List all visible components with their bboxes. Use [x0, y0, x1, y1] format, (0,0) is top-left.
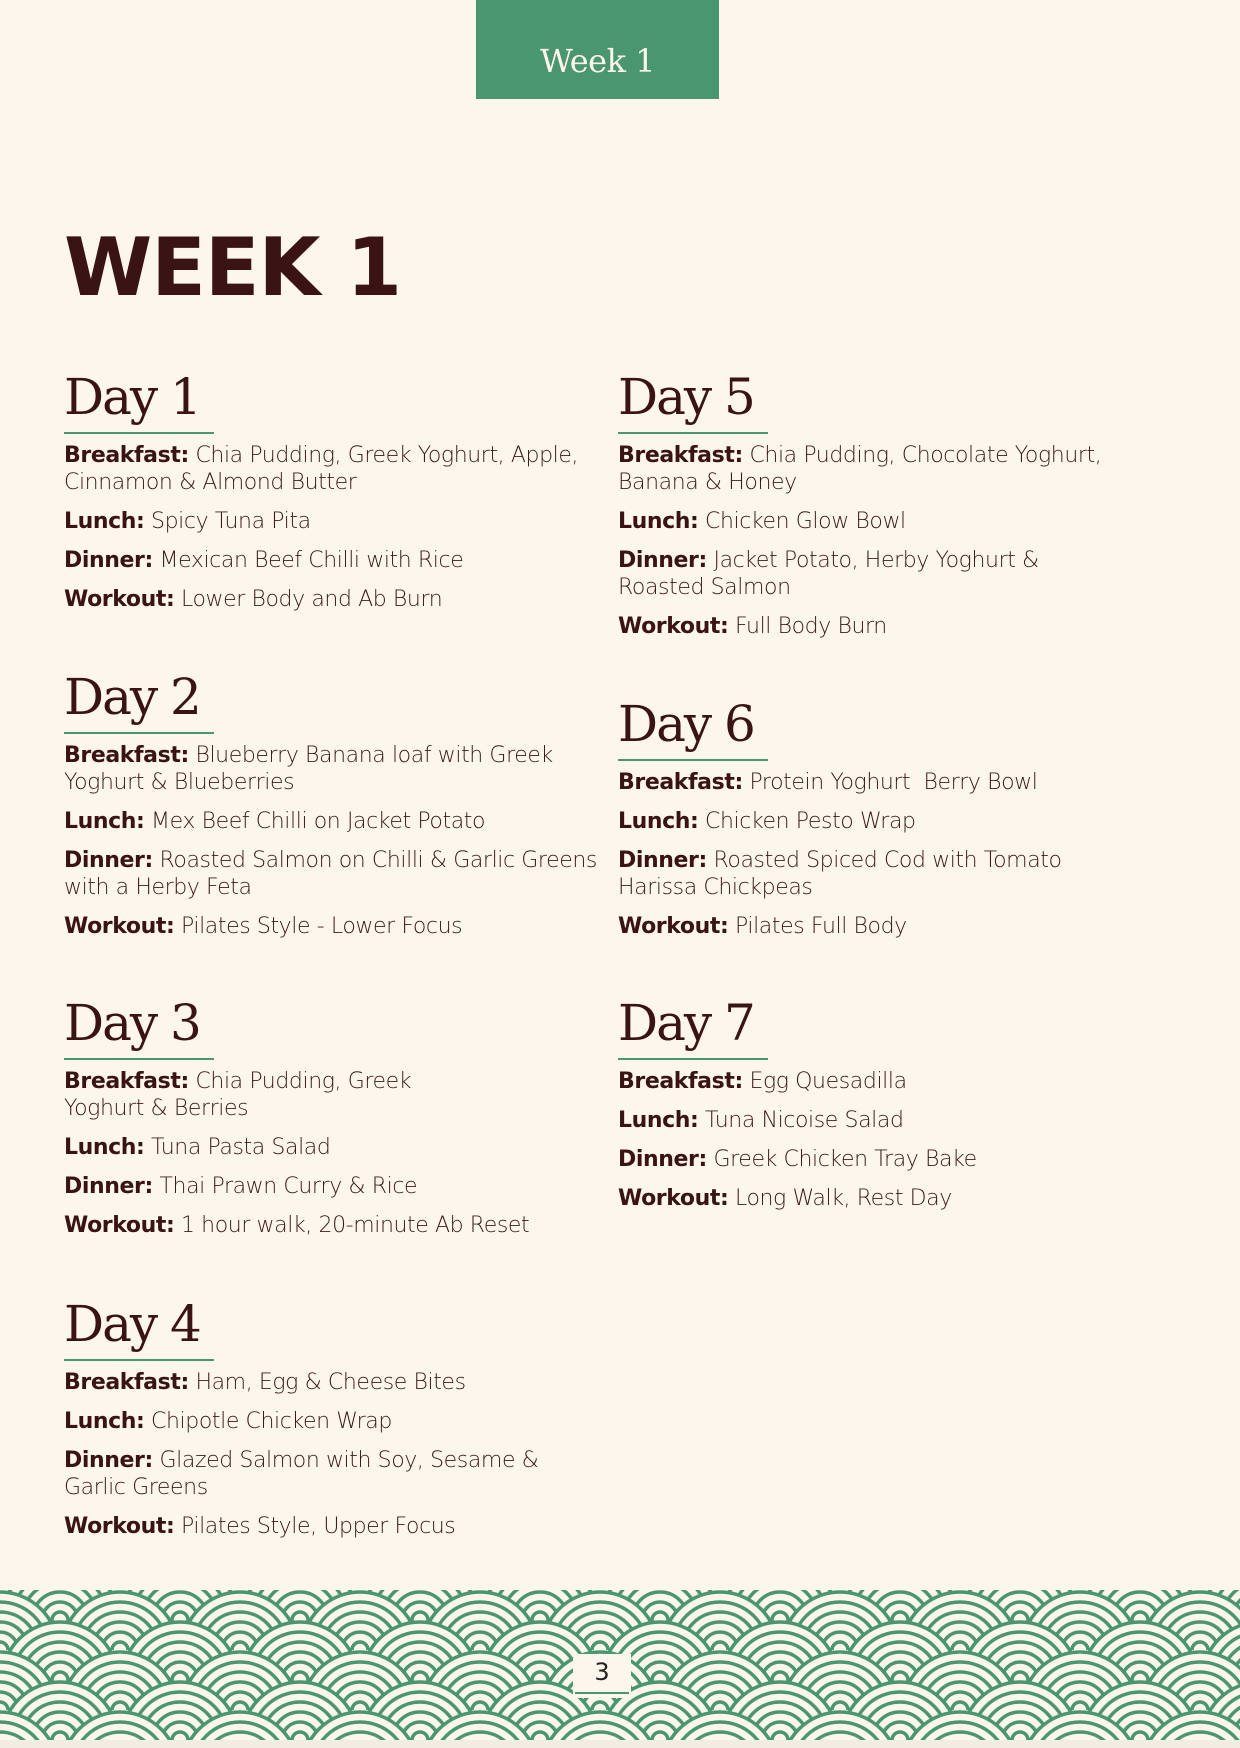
breakfast-value: Chia Pudding, Greek Yoghurt & Berries [64, 1069, 412, 1121]
week-tab-banner [476, 0, 719, 99]
dinner-label: Dinner: [618, 548, 707, 573]
day-title-underline [618, 1058, 768, 1060]
lunch-entry [618, 1107, 1158, 1134]
lunch-label: Lunch: [618, 1108, 699, 1133]
dinner-label: Dinner: [64, 1448, 153, 1473]
workout-entry [64, 1212, 604, 1239]
dinner-label: Dinner: [64, 548, 153, 573]
dinner-entry [618, 1146, 1158, 1173]
breakfast-value: Ham, Egg & Cheese Bites [195, 1370, 466, 1395]
dinner-entry [618, 547, 1088, 601]
page-number-underline [575, 1692, 629, 1694]
day-title-underline [618, 432, 768, 434]
breakfast-entry [64, 442, 604, 496]
dinner-label: Dinner: [618, 848, 707, 873]
lunch-label: Lunch: [618, 809, 699, 834]
lunch-value: Tuna Nicoise Salad [705, 1108, 904, 1133]
lunch-label: Lunch: [618, 509, 699, 534]
workout-entry [64, 1513, 604, 1540]
lunch-entry [64, 1134, 604, 1161]
day-title: Day 1 [64, 368, 200, 426]
day-6-section [618, 695, 1158, 952]
breakfast-label: Breakfast: [64, 743, 189, 768]
breakfast-label: Breakfast: [64, 1370, 189, 1395]
dinner-entry [64, 1447, 604, 1501]
lunch-entry [64, 808, 604, 835]
lunch-label: Lunch: [64, 809, 145, 834]
dinner-value: Glazed Salmon with Soy, Sesame & Garlic Greens [64, 1448, 539, 1500]
day-title-underline [618, 759, 768, 761]
lunch-value: Mex Beef Chilli on Jacket Potato [151, 809, 486, 834]
workout-label: Workout: [618, 914, 729, 939]
lunch-entry [618, 508, 1158, 535]
dinner-value: Roasted Spiced Cod with Tomato Harissa Chickpeas [618, 848, 1062, 900]
lunch-value: Chicken Glow Bowl [705, 509, 906, 534]
breakfast-entry [618, 1068, 1158, 1095]
page-number-container [573, 1654, 631, 1698]
lunch-label: Lunch: [64, 509, 145, 534]
lunch-value: Chicken Pesto Wrap [705, 809, 916, 834]
dinner-label: Dinner: [618, 1147, 707, 1172]
workout-label: Workout: [64, 587, 175, 612]
dinner-entry [64, 547, 604, 574]
lunch-entry [64, 1408, 604, 1435]
page-number: 3 [594, 1658, 610, 1686]
workout-value: Full Body Burn [734, 614, 887, 639]
dinner-value: Mexican Beef Chilli with Rice [159, 548, 464, 573]
page-title: WEEK 1 [64, 221, 402, 314]
dinner-entry [618, 847, 1118, 901]
breakfast-value: Chia Pudding, Chocolate Yoghurt, Banana & Honey [618, 443, 1102, 495]
workout-entry [64, 586, 604, 613]
day-title: Day 6 [618, 695, 754, 753]
breakfast-value: Protein Yoghurt Berry Bowl [749, 770, 1038, 795]
lunch-entry [64, 508, 604, 535]
workout-entry [618, 913, 1158, 940]
lunch-entry [618, 808, 1158, 835]
day-7-section [618, 994, 1158, 1224]
day-title: Day 2 [64, 668, 200, 726]
workout-label: Workout: [64, 914, 175, 939]
breakfast-label: Breakfast: [618, 1069, 743, 1094]
day-5-section [618, 368, 1158, 652]
workout-label: Workout: [64, 1213, 175, 1238]
day-title: Day 5 [618, 368, 754, 426]
lunch-value: Chipotle Chicken Wrap [151, 1409, 392, 1434]
breakfast-entry [64, 1068, 424, 1122]
breakfast-value: Blueberry Banana loaf with Greek Yoghurt & Blueberries [64, 743, 553, 795]
day-title-underline [64, 732, 214, 734]
week-tab-label: Week 1 [539, 42, 656, 80]
lunch-label: Lunch: [64, 1409, 145, 1434]
breakfast-entry [64, 1369, 604, 1396]
day-3-section [64, 994, 604, 1251]
bottom-margin-strip [0, 1740, 1240, 1748]
workout-value: 1 hour walk, 20-minute Ab Reset [180, 1213, 530, 1238]
breakfast-label: Breakfast: [618, 770, 743, 795]
breakfast-value: Egg Quesadilla [749, 1069, 907, 1094]
breakfast-entry [618, 769, 1158, 796]
workout-entry [64, 913, 604, 940]
workout-label: Workout: [64, 1514, 175, 1539]
lunch-value: Tuna Pasta Salad [151, 1135, 331, 1160]
breakfast-label: Breakfast: [64, 1069, 189, 1094]
day-title: Day 3 [64, 994, 200, 1052]
workout-value: Pilates Style, Upper Focus [180, 1514, 456, 1539]
day-title: Day 7 [618, 994, 754, 1052]
breakfast-label: Breakfast: [618, 443, 743, 468]
breakfast-value: Chia Pudding, Greek Yoghurt, Apple, Cinnamon & Almond Butter [64, 443, 579, 495]
lunch-value: Spicy Tuna Pita [151, 509, 311, 534]
workout-label: Workout: [618, 614, 729, 639]
dinner-value: Greek Chicken Tray Bake [713, 1147, 977, 1172]
day-1-section [64, 368, 604, 625]
workout-entry [618, 613, 1158, 640]
day-4-section [64, 1295, 604, 1552]
workout-value: Pilates Full Body [734, 914, 907, 939]
dinner-label: Dinner: [64, 1174, 153, 1199]
workout-value: Lower Body and Ab Burn [180, 587, 443, 612]
dinner-value: Jacket Potato, Herby Yoghurt & Roasted Salmon [618, 548, 1039, 600]
workout-value: Long Walk, Rest Day [734, 1186, 952, 1211]
dinner-entry [64, 1173, 604, 1200]
workout-label: Workout: [618, 1186, 729, 1211]
day-title-underline [64, 432, 214, 434]
breakfast-entry [64, 742, 604, 796]
day-title-underline [64, 1359, 214, 1361]
dinner-entry [64, 847, 604, 901]
day-title-underline [64, 1058, 214, 1060]
breakfast-entry [618, 442, 1158, 496]
dinner-value: Roasted Salmon on Chilli & Garlic Greens with a Herby Feta [64, 848, 597, 900]
day-2-section [64, 668, 604, 952]
workout-entry [618, 1185, 1158, 1212]
workout-value: Pilates Style - Lower Focus [180, 914, 463, 939]
lunch-label: Lunch: [64, 1135, 145, 1160]
breakfast-label: Breakfast: [64, 443, 189, 468]
dinner-value: Thai Prawn Curry & Rice [159, 1174, 418, 1199]
day-title: Day 4 [64, 1295, 200, 1353]
dinner-label: Dinner: [64, 848, 153, 873]
